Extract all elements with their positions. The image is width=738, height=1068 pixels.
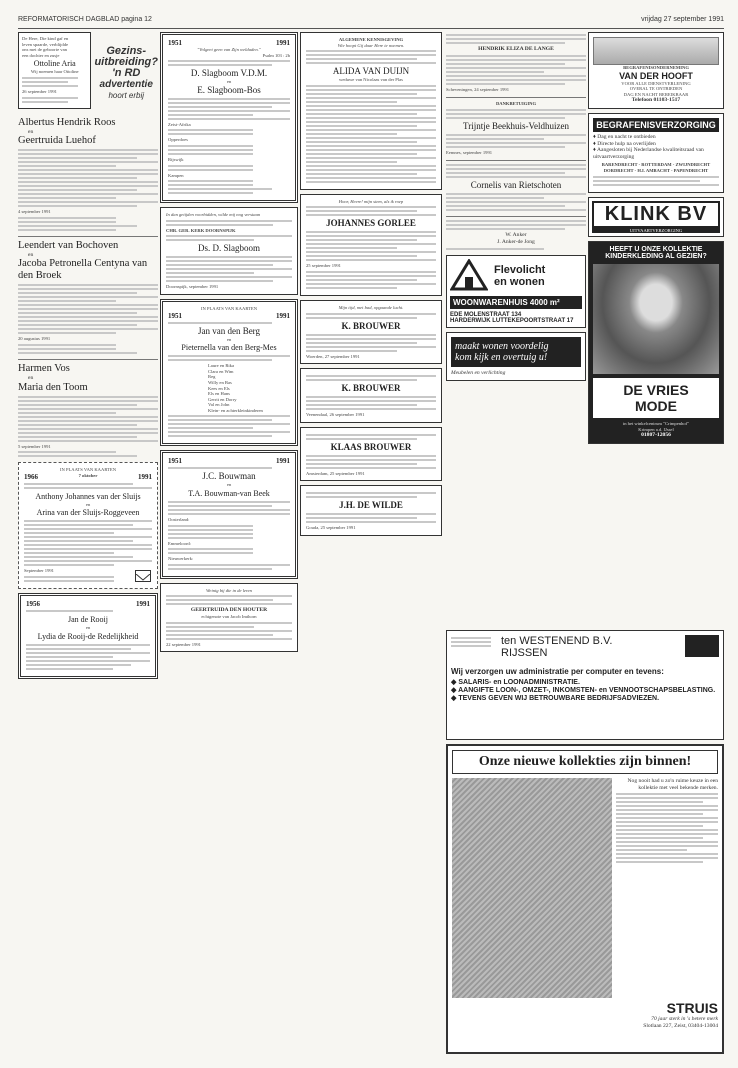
hooft-item: OVERAL TE ONTBIEDEN	[629, 86, 683, 92]
adm-item: AANGIFTE LOON-, OMZET-, INKOMSTEN- en VENNOOTSCHAPSBELASTING.	[458, 687, 716, 694]
hooft-item: VOOR ALLE DIENSTVERLENING	[621, 80, 691, 86]
ann3-date: 5 september 1991	[18, 443, 51, 449]
bouwman-en: en	[226, 482, 232, 488]
heeft-line2: KINDERKLEDING AL GEZIEN?	[605, 253, 707, 261]
birth-line-3: ons met de geboorte van	[22, 47, 67, 53]
gorlee-date: 25 september 1991	[306, 263, 341, 269]
slagboom-name2: E. Slagboom-Bos	[197, 84, 261, 95]
gez-line-5: hoort erbij	[108, 91, 145, 100]
klink-sub: UITVAARTVERZORGING	[592, 228, 720, 234]
bouwman-place: Nieuwerkerk:	[168, 556, 194, 562]
struis-brand: STRUIS	[666, 1000, 718, 1016]
death-notice-dewilde	[300, 485, 442, 536]
masthead-left: REFORMATORISCH DAGBLAD pagina 12	[18, 16, 152, 23]
death-notice-gorlee	[300, 194, 442, 296]
ann2-date: 20 augustus 1991	[18, 336, 51, 342]
column-4	[446, 32, 586, 628]
bouwman-name2: T.A. Bouwman-van Beek	[188, 489, 270, 499]
duijn-name: ALIDA VAN DUIJN	[332, 66, 410, 77]
hooft-item: DAG EN NACHT BEREIKBAAR	[623, 91, 689, 97]
duijn-head: ALGEMENE KENNISGEVING	[338, 37, 404, 42]
adm-head: Wij verzorgen uw administratie per computer en tevens:	[451, 667, 664, 676]
houter-sub: echtgenote van Jacob Imthorn	[201, 614, 257, 620]
houter-date: 22 september 1991	[166, 641, 201, 647]
hooft-tel: Telefoon 01103-1517	[631, 97, 681, 104]
slagboom-quote: "Volgeet geen van Zijn weldaden."	[197, 47, 261, 52]
beekhuis-place: Eemnes, september 1991	[446, 149, 493, 155]
sluijs-date: September 1991	[24, 568, 54, 574]
vdberg-kid: Clara en Wim	[208, 368, 234, 374]
verz-head: BEGRAFENISVERZORGING	[593, 118, 719, 132]
rooij-en: en	[85, 624, 91, 630]
anniversary-box-rooij	[18, 593, 158, 679]
ann2-name2: Jacoba Petronella Centyna van den Broek	[18, 258, 148, 282]
column-3	[300, 32, 442, 1056]
sluijs-en: en	[85, 501, 91, 507]
struis-ad	[446, 744, 724, 1054]
gez-line-3: 'n RD	[112, 67, 141, 79]
child-photo	[593, 264, 719, 374]
adm-city: RIJSSEN	[501, 647, 548, 659]
delange-name: HENDRIK ELIZA DE LANGE	[478, 46, 554, 52]
bouwman-y2: 1991	[276, 457, 290, 466]
ann1-name1: Albertus Hendrik Roos	[18, 116, 116, 128]
sluijs-y2: 1991	[137, 472, 152, 481]
rietschoten-name: Cornelis van Rietschoten	[470, 180, 562, 191]
klaas-brouwer-place: Amsterdam, 25 september 1991	[306, 470, 365, 476]
flevolicht-ad	[446, 255, 586, 328]
dewilde-place: Gouda, 25 september 1991	[306, 525, 356, 531]
birth-line-4: een dochter en zusje	[22, 52, 60, 58]
wedding-announcement-1	[18, 117, 158, 231]
anniversary-vandenberg	[160, 299, 298, 447]
column-5	[588, 32, 724, 628]
thanks-delange	[446, 34, 586, 92]
bouwman-place: Emmeloord:	[168, 540, 191, 546]
thanks-anker	[446, 220, 586, 249]
brouwer1-place: Woerden, 27 september 1991	[306, 353, 360, 359]
slagboom-en: en	[226, 79, 232, 85]
gezinsuitbreiding-ad	[94, 32, 158, 113]
wedding-announcement-3	[18, 363, 158, 457]
brouwer1-name: K. BROUWER	[341, 320, 401, 331]
flev-addr1: EDE MOLENSTRAAT 134	[450, 311, 522, 318]
duijn-sub: weduwe van Nicolaas van der Plas	[339, 77, 403, 83]
death-notice-klaas-brouwer	[300, 427, 442, 482]
sluijs-y1: 1966	[24, 472, 38, 481]
ann1-en: en	[28, 128, 34, 135]
dewilde-name: J.H. DE WILDE	[339, 500, 403, 511]
verz-places: BARENDRECHT - ROTTERDAM - ZWIJNDRECHT DORDRECHT - H.I. AMBACHT - PAPENDRECHT	[601, 162, 711, 173]
sluijs-day: 7 oktober	[78, 472, 98, 478]
birth-line-1: De Here, Die kind gaf en	[22, 36, 69, 41]
building-image	[593, 37, 719, 65]
hooft-name: VAN DER HOOFT	[619, 70, 693, 81]
struis-addr: Slotlaan 227, Zeist, 03404-13004	[643, 1022, 718, 1029]
masthead-date: vrijdag 27 september 1991	[641, 16, 724, 23]
administration-ad: ten WESTENEND B.V. RIJSSEN Wij verzorgen uw administratie per computer en tevens: ◆ SALARIS- en LOONADMINISTRATIE. ◆ AANGIFTE LOON-, OMZET-, INKOMSTEN- en VENNOOTSCHAPSBELASTING. ◆ TEVENS GEVEN WIJ BETROUWBARE BEDRIJFSADVIEZEN.	[446, 630, 724, 740]
klink-ad	[588, 197, 724, 238]
devries-tel: 01807-12056	[641, 432, 671, 439]
rooij-y1: 1956	[26, 599, 40, 608]
death-notice-brouwer-1	[300, 300, 442, 364]
birth-line-2: leven spaarde, verblijdde	[22, 41, 69, 47]
devries-ad	[588, 241, 724, 444]
church-name: Ds. D. Slagboom	[197, 243, 260, 254]
gorlee-quote: Hoor, Heere! mijn stem, als ik roep	[338, 198, 404, 204]
rooij-name2: Lydia de Rooij-de Redelijkheid	[37, 631, 139, 641]
brouwer1-quote: Mijn tijd, met bad, opgaande lucht.	[338, 304, 404, 310]
slagboom-y2: 1991	[276, 39, 290, 47]
rooij-y2: 1991	[136, 599, 150, 608]
anniversary-slagboom	[160, 32, 298, 203]
adm-item: SALARIS- en LOONADMINISTRATIE.	[458, 679, 580, 686]
devries-place: Krimpen a.d. IJssel	[638, 426, 674, 432]
brouwer2-place: Veenendaal, 26 september 1991	[306, 412, 365, 418]
birth-date: 26 september 1991	[22, 88, 57, 94]
vdberg-kid: Els en Hans	[208, 391, 230, 397]
birth-sub: Wij noemen haar Ottoline	[30, 69, 79, 75]
masthead	[18, 14, 724, 29]
ann1-date: 4 september 1991	[18, 209, 51, 215]
vdberg-name2: Pieternella van den Berg-Mes	[181, 343, 277, 353]
bouwman-place: Oosterland:	[168, 517, 190, 523]
delange-place: Scheveningen, 24 september 1991	[446, 86, 510, 92]
bouwman-name1: J.C. Bouwman	[202, 471, 256, 482]
anniversary-bouwman	[160, 450, 298, 578]
vdberg-kid: Kees en Els	[208, 385, 230, 391]
birth-announcement	[18, 32, 91, 109]
vdberg-y1: 1951	[168, 311, 182, 320]
fashion-photo	[452, 778, 612, 998]
gorlee-name: JOHANNES GORLEE	[326, 218, 416, 229]
logo-icon	[685, 635, 719, 657]
adm-item: TEVENS GEVEN WIJ BETROUWBARE BEDRIJFSADVIEZEN.	[458, 695, 660, 702]
vdberg-head: IN PLAATS VAN KAARTEN	[200, 305, 258, 311]
ann3-en: en	[28, 374, 34, 381]
flev-store: WOONWARENHUIS 4000 m²	[450, 296, 582, 309]
beekhuis-name: Trijntje Beekhuis-Veldhuizen	[463, 120, 569, 131]
brouwer2-name: K. BROUWER	[341, 383, 401, 394]
church-announcement	[160, 207, 298, 295]
devries-sub: in het winkelcentrum "Crimpenhof"	[622, 421, 690, 427]
flev-line1: Flevolicht	[494, 263, 546, 276]
slagboom-place-1: Zeist-Afrika	[168, 121, 191, 127]
meub-line1: maakt wonen voordelig	[455, 340, 549, 352]
slagboom-y1: 1951	[168, 39, 182, 47]
vdberg-kid: Gerrit en Dorry	[208, 396, 237, 402]
vdberg-name1: Jan van den Berg	[197, 325, 261, 336]
meub-line3: Meubelen en verlichting	[451, 369, 506, 376]
gez-line-2: uitbreiding?	[94, 56, 158, 68]
ann2-name1: Leendert van Bochoven	[18, 239, 119, 251]
meubelen-ad	[446, 332, 586, 382]
slagboom-name1: D. Slagboom V.D.M.	[190, 68, 268, 79]
ann2-en: en	[28, 251, 34, 258]
houter-quote: Weinig bij die in de leren	[206, 587, 252, 593]
gez-line-1: Gezins-	[106, 45, 147, 57]
envelope-icon	[135, 570, 151, 582]
column-2	[160, 32, 298, 1056]
hooft-head: BEGRAFENISONDERNEMING	[623, 65, 689, 70]
thanks-beekhuis	[446, 101, 586, 155]
verz-item: Aangesloten bij Nederlandse kwaliteitsraad van uitvaartverzorging	[593, 147, 704, 160]
church-place: Doornspijk, september 1991	[166, 284, 219, 290]
houter-name: GEERTRUIDA DEN HOUTER	[190, 607, 268, 614]
vdberg-kid: Klein- en achterkleinkinderen	[208, 407, 263, 413]
church-quote: In dan getijden voorbidden, wilde mij nog verstaan	[166, 212, 261, 218]
verz-item: Directe hulp na overlijden	[597, 140, 656, 147]
klaas-brouwer-name: KLAAS BROUWER	[330, 441, 412, 452]
duijn-quote: Wie hoopt Gij daar Here te noemen.	[337, 42, 405, 48]
ann1-name2: Geertruida Luehof	[18, 135, 96, 147]
bouwman-y1: 1951	[168, 457, 182, 466]
struis-tag: 70 jaar sterk in 's betere merk	[651, 1016, 718, 1022]
vdberg-y2: 1991	[276, 311, 290, 320]
anniversary-box-sluijs	[18, 462, 158, 589]
anker-name: W. Anker	[505, 232, 527, 239]
vdberg-en: en	[226, 336, 232, 342]
verz-item: Dag en nacht te ontbieden	[597, 133, 656, 140]
devries-line1: DE VRIES	[623, 382, 689, 399]
vdberg-kid: Willy en Bas	[208, 379, 232, 385]
ann3-name2: Maria den Toom	[18, 381, 88, 393]
sluijs-name1: Anthony Johannes van der Sluijs	[35, 491, 141, 501]
devries-line2: MODE	[635, 398, 677, 415]
kennisgeving-duijn	[300, 32, 442, 190]
rooij-name1: Jan de Rooij	[68, 614, 108, 624]
slagboom-place-2: Opperdoes	[168, 137, 188, 143]
flev-line2: en wonen	[494, 275, 545, 288]
vdberg-kid: Val en John	[208, 402, 230, 408]
sluijs-name2: Arina van der Sluijs-Roggeveen	[36, 508, 140, 518]
vdberg-kid: Laure en Rika	[208, 363, 235, 369]
ann3-name1: Harmen Vos	[18, 362, 70, 374]
birth-name: Ottoline Aria	[33, 59, 76, 69]
struis-text: Nog nooit had u zo'n ruime keuze in een kollektie met veel bekende merken.	[627, 778, 718, 791]
house-icon	[450, 259, 488, 293]
slagboom-place-4: Kampen	[168, 172, 184, 178]
heeft-line1: HEEFT U ONZE KOLLEKTIE	[609, 246, 703, 254]
slagboom-ref: Psalm 103 : 2b	[262, 52, 290, 58]
church-org: CHR. GER. KERK DOORNSPIJK	[166, 227, 236, 233]
struis-title: Onze nieuwe kollekties zijn binnen!	[452, 750, 718, 774]
klink-name: KLINK BV	[592, 201, 720, 228]
vdberg-kid: Reg	[208, 374, 216, 380]
beekhuis-head: DANKBETUIGING	[495, 101, 537, 107]
column-1	[18, 32, 158, 1056]
thanks-rietschoten	[446, 164, 586, 211]
gez-line-4: advertentie	[99, 79, 153, 90]
death-notice-brouwer-2	[300, 368, 442, 423]
sluijs-head: IN PLAATS VAN KAARTEN	[59, 467, 117, 473]
flev-addr2: HARDERWIJK LUTTEKEPOORTSTRAAT 17	[450, 317, 574, 324]
begrafenisverzorging-ad: BEGRAFENISVERZORGING ♦ Dag en nacht te ontbieden ♦ Directe hulp na overlijden ♦ Aangesloten bij Nederlandse kwaliteitsraad van uitvaartverzorging BARENDRECHT - ROTTERDAM - ZWIJNDRECHT DORDRECHT - H.I. AMBACHT - PAPENDRECHT	[588, 113, 724, 193]
meub-line2: kom kijk en overtuig u!	[455, 351, 548, 363]
adm-name: ten WESTENEND B.V.	[501, 635, 613, 647]
death-notice-houter	[160, 583, 298, 652]
wedding-announcement-2	[18, 240, 158, 354]
anker-sub: J. Anker-de Jong	[497, 238, 535, 245]
vanderhooft-ad	[588, 32, 724, 109]
slagboom-place-3: Rijswijk	[168, 156, 184, 162]
